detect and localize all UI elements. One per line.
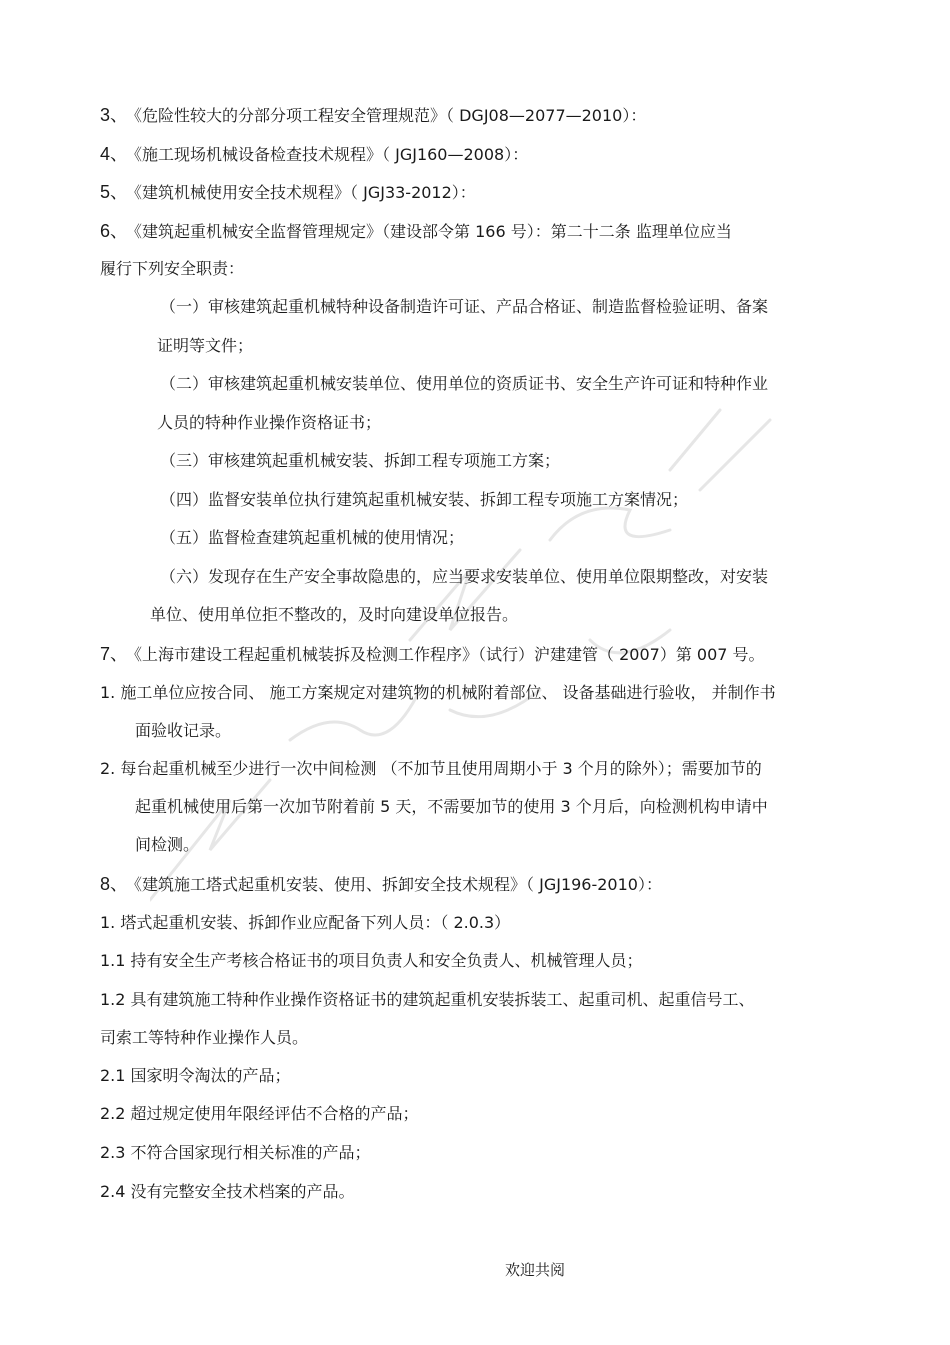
- doc-line-24: 1.2 具有建筑施工特种作业操作资格证书的建筑起重机安装拆装工、起重司机、起重信号工、: [100, 990, 755, 1009]
- page-footer: 欢迎共阅: [505, 1261, 566, 1279]
- doc-line-16: 1. 施工单位应按合同、 施工方案规定对建筑物的机械附着部位、 设备基础进行验收， 并制作书: [100, 683, 776, 702]
- doc-line-13: （六）发现存在生产安全事故隐患的，应当要求安装单位、使用单位限期整改，对安装: [160, 567, 769, 586]
- doc-line-5: 履行下列安全职责：: [100, 259, 245, 278]
- doc-line-3: 5、 《建筑机械使用安全技术规程》（ JGJ33-2012）：: [100, 182, 476, 202]
- doc-line-2: 4、 《施工现场机械设备检查技术规程》（ JGJ160—2008）：: [100, 144, 529, 164]
- doc-line-23: 1.1 持有安全生产考核合格证书的项目负责人和安全负责人、机械管理人员；: [100, 951, 643, 970]
- doc-line-19: 起重机械使用后第一次加节附着前 5 天，不需要加节的使用 3 个月后，向检测机构申请中: [135, 797, 768, 816]
- doc-line-27: 2.2 超过规定使用年限经评估不合格的产品；: [100, 1104, 419, 1123]
- doc-line-10: （三）审核建筑起重机械安装、拆卸工程专项施工方案；: [160, 451, 561, 470]
- doc-line-8: （二）审核建筑起重机械安装单位、使用单位的资质证书、安全生产许可证和特种作业: [160, 374, 769, 393]
- doc-line-25: 司索工等特种作业操作人员。: [100, 1028, 309, 1047]
- doc-line-28: 2.3 不符合国家现行相关标准的产品；: [100, 1143, 371, 1162]
- doc-line-17: 面验收记录。: [135, 721, 232, 740]
- doc-line-20: 间检测。: [135, 835, 200, 854]
- doc-line-4: 6、 《建筑起重机械安全监督管理规定》（建设部令第 166 号）：第二十二条 监理单位应当: [100, 221, 732, 241]
- doc-line-26: 2.1 国家明令淘汰的产品；: [100, 1066, 291, 1085]
- doc-line-29: 2.4 没有完整安全技术档案的产品。: [100, 1182, 355, 1201]
- doc-line-11: （四）监督安装单位执行建筑起重机械安装、拆卸工程专项施工方案情况；: [160, 490, 689, 509]
- doc-line-12: （五）监督检查建筑起重机械的使用情况；: [160, 528, 465, 547]
- doc-line-21: 8、 《建筑施工塔式起重机安装、使用、拆卸安全技术规程》（ JGJ196-2010）：: [100, 874, 662, 894]
- doc-line-15: 7、 《上海市建设工程起重机械装拆及检测工作程序》（试行）沪建建管（ 2007）第 007 号。: [100, 644, 765, 664]
- doc-line-7: 证明等文件；: [157, 336, 254, 355]
- doc-line-1: 3、 《危险性较大的分部分项工程安全管理规范》（ DGJ08—2077—2010）：: [100, 105, 647, 125]
- doc-line-9: 人员的特种作业操作资格证书；: [157, 413, 382, 432]
- doc-line-18: 2. 每台起重机械至少进行一次中间检测 （不加节且使用周期小于 3 个月的除外）；需要加节的: [100, 759, 762, 778]
- doc-line-14: 单位、使用单位拒不整改的，及时向建设单位报告。: [150, 605, 519, 624]
- doc-line-6: （一）审核建筑起重机械特种设备制造许可证、产品合格证、制造监督检验证明、备案: [160, 297, 769, 316]
- doc-line-22: 1. 塔式起重机安装、拆卸作业应配备下列人员：（ 2.0.3）: [100, 913, 511, 932]
